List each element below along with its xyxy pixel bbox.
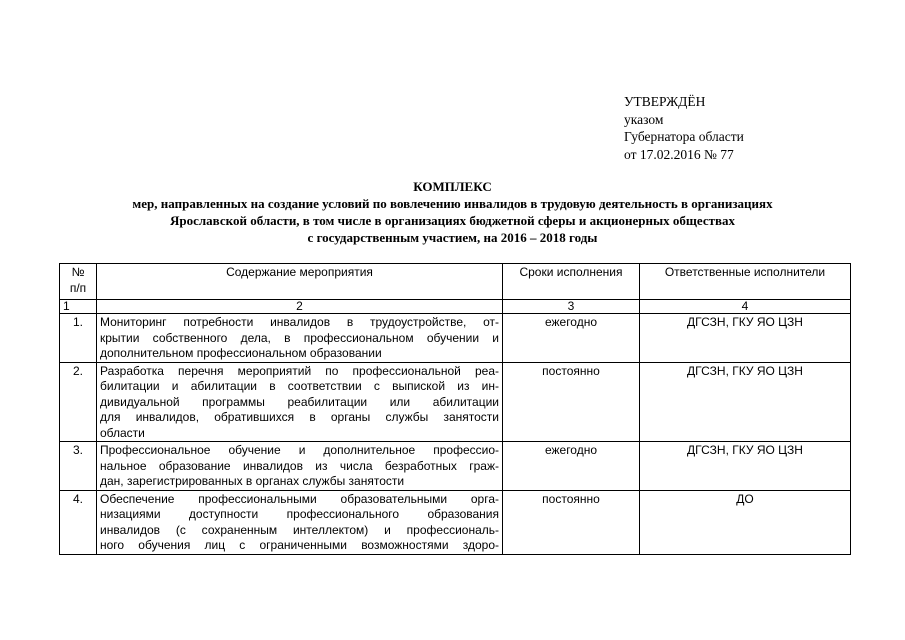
row-description: Разработка перечня мероприятий по профессиональной реа- билитации и абилитации в соответствии с выпиской из ин- дивидуальной программы реабилитации или абилитации для инвалидов, обратившихся в органы службы занятости области — [97, 362, 503, 442]
measures-table — [59, 263, 851, 555]
approval-line: указом — [624, 111, 664, 127]
table-row — [60, 314, 851, 363]
document-heading — [60, 178, 845, 246]
approval-stamp — [624, 93, 744, 163]
approval-line: Губернатора области — [624, 129, 744, 144]
row-number: 4. — [60, 490, 97, 554]
row-responsible: ДГСЗН, ГКУ ЯО ЦЗН — [640, 362, 851, 442]
table-row — [60, 490, 851, 554]
row-description: Обеспечение профессиональными образовательными орга- низациями доступности профессионального образования инвалидов (с сохраненным интеллектом) и профессиональ- ного обучения лиц с ограниченными возможностями здоро- — [97, 490, 503, 554]
header-content: Содержание мероприятия — [97, 264, 503, 300]
approval-line: от 17.02.2016 № 77 — [624, 146, 734, 162]
row-term: постоянно — [503, 490, 640, 554]
row-number: 1. — [60, 314, 97, 363]
document-subtitle-line: Ярославской области, в том числе в организациях бюджетной сферы и акционерных обществах — [170, 213, 735, 228]
row-responsible: ДО — [640, 490, 851, 554]
table-row — [60, 362, 851, 442]
table-row — [60, 442, 851, 491]
row-responsible: ДГСЗН, ГКУ ЯО ЦЗН — [640, 442, 851, 491]
row-term: постоянно — [503, 362, 640, 442]
row-description: Мониторинг потребности инвалидов в трудоустройстве, от- крытии собственного дела, в профессиональном обучении и дополнительном профессиональном образовании — [97, 314, 503, 363]
table-header-row — [60, 264, 851, 300]
column-index: 3 — [503, 300, 640, 314]
document-title: КОМПЛЕКС — [413, 179, 492, 194]
document-subtitle-line: с государственным участием, на 2016 – 2018 годы — [307, 230, 598, 245]
approval-line: УТВЕРЖДЁН — [624, 94, 706, 109]
row-number: 3. — [60, 442, 97, 491]
row-term: ежегодно — [503, 442, 640, 491]
row-term: ежегодно — [503, 314, 640, 363]
row-description: Профессиональное обучение и дополнительное профессио- нальное образование инвалидов из числа безработных граж- дан, зарегистрированных в органах службы занятости — [97, 442, 503, 491]
document-subtitle-line: мер, направленных на создание условий по вовлечению инвалидов в трудовую деятельность в организациях — [132, 196, 773, 211]
column-index: 1 — [60, 300, 97, 314]
column-index: 4 — [640, 300, 851, 314]
header-term: Сроки исполнения — [503, 264, 640, 300]
row-number: 2. — [60, 362, 97, 442]
column-index-row — [60, 300, 851, 314]
header-responsible: Ответственные исполнители — [640, 264, 851, 300]
header-number: № п/п — [60, 264, 97, 300]
column-index: 2 — [97, 300, 503, 314]
row-responsible: ДГСЗН, ГКУ ЯО ЦЗН — [640, 314, 851, 363]
